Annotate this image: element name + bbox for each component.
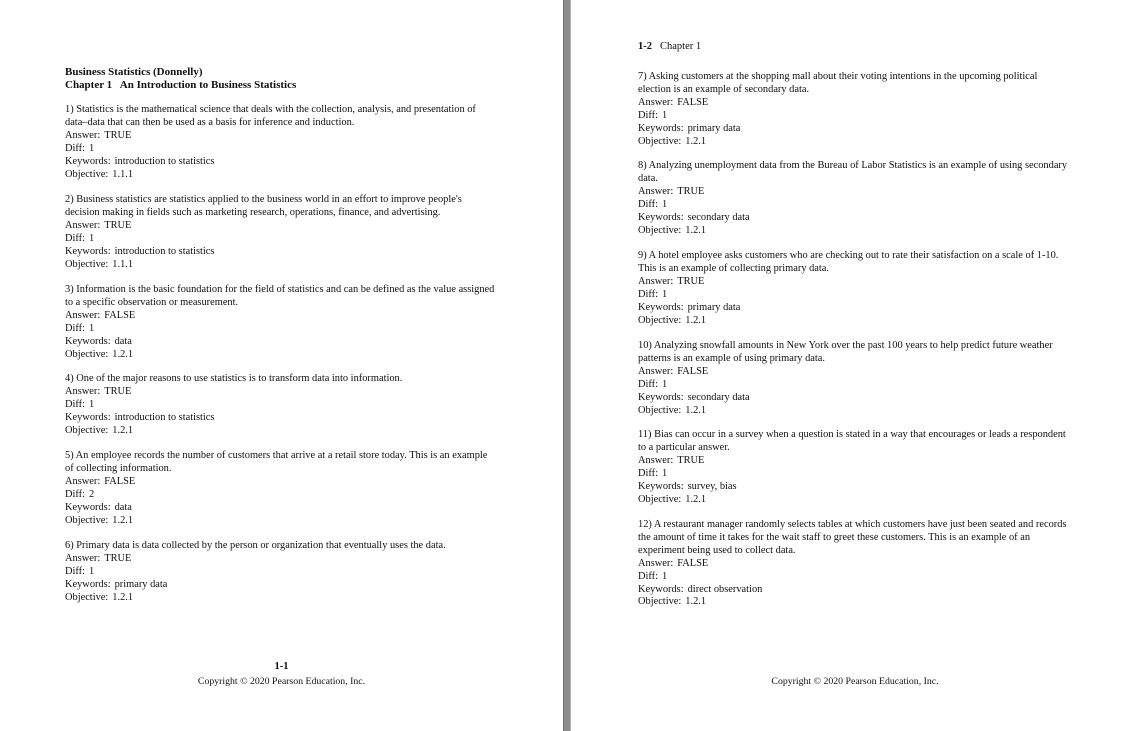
objective-line-label: Objective: (65, 591, 109, 603)
objective-line-value: 1.2.1 (685, 224, 707, 236)
objective-line-label: Objective: (638, 596, 682, 608)
keywords-line-label: Keywords: (638, 211, 684, 223)
difficulty-line-value: 1 (662, 467, 668, 479)
difficulty-line-value: 1 (662, 570, 668, 582)
chapter-title: Chapter 1 An Introduction to Business Statistics (65, 79, 297, 91)
keywords-line (65, 502, 495, 515)
objective-line-value: 1.2.1 (112, 348, 134, 360)
difficulty-line-value: 1 (89, 232, 95, 244)
question-block (65, 450, 495, 527)
difficulty-line-label: Diff: (65, 488, 86, 500)
objective-line (638, 225, 1070, 238)
answer-line (65, 130, 495, 143)
objective-line (638, 494, 1070, 507)
keywords-line-label: Keywords: (638, 480, 684, 492)
answer-line-value: TRUE (104, 552, 132, 564)
keywords-line (638, 212, 1070, 225)
difficulty-line-label: Diff: (638, 378, 659, 390)
answer-line-value: FALSE (104, 475, 136, 487)
difficulty-line-label: Diff: (638, 288, 659, 300)
answer-line-value: TRUE (104, 385, 132, 397)
answer-line (638, 276, 1070, 289)
difficulty-line-value: 1 (89, 565, 95, 577)
question-text: 7) Asking customers at the shopping mall about their voting intentions in the upcoming political election is an example of secondary data. (638, 71, 1038, 95)
keywords-line-value: secondary data (687, 211, 750, 223)
keywords-line-label: Keywords: (638, 583, 684, 595)
page-left (0, 0, 563, 731)
keywords-line-value: survey, bias (687, 480, 737, 492)
running-head-number: 1-2 (638, 41, 652, 52)
objective-line-value: 1.1.1 (112, 258, 134, 270)
answer-line-value: FALSE (677, 96, 709, 108)
answer-line-value: FALSE (677, 557, 709, 569)
question-block (638, 250, 1070, 327)
keywords-line-value: direct observation (687, 583, 763, 595)
question-block (65, 373, 495, 438)
running-head-title: Chapter 1 (660, 41, 702, 52)
question-block (638, 71, 1070, 148)
page-gutter (563, 0, 571, 731)
answer-line (638, 366, 1070, 379)
difficulty-line-value: 1 (662, 378, 668, 390)
keywords-line-label: Keywords: (65, 155, 111, 167)
keywords-line-label: Keywords: (638, 391, 684, 403)
objective-line-value: 1.2.1 (112, 424, 134, 436)
keywords-line-label: Keywords: (65, 411, 111, 423)
question-block (638, 519, 1070, 609)
objective-line (65, 425, 495, 438)
difficulty-line-value: 1 (662, 198, 668, 210)
objective-line-value: 1.2.1 (685, 596, 707, 608)
answer-line-label: Answer: (65, 219, 101, 231)
answer-line-label: Answer: (638, 96, 674, 108)
question-block (65, 104, 495, 181)
difficulty-line-value: 1 (89, 322, 95, 334)
answer-line (65, 310, 495, 323)
objective-line-label: Objective: (638, 224, 682, 236)
objective-line-label: Objective: (65, 168, 109, 180)
keywords-line-label: Keywords: (65, 578, 111, 590)
question-text: 5) An employee records the number of customers that arrive at a retail store today. This is an example of collecting information. (65, 450, 488, 474)
objective-line-label: Objective: (65, 348, 109, 360)
answer-line-value: FALSE (104, 309, 136, 321)
keywords-line (65, 579, 495, 592)
objective-line-value: 1.2.1 (685, 404, 707, 416)
difficulty-line-label: Diff: (65, 142, 86, 154)
objective-line (65, 349, 495, 362)
objective-line-value: 1.2.1 (112, 591, 134, 603)
difficulty-line-value: 2 (89, 488, 95, 500)
keywords-line-value: introduction to statistics (114, 155, 215, 167)
keywords-line-value: secondary data (687, 391, 750, 403)
difficulty-line-label: Diff: (638, 467, 659, 479)
keywords-line (638, 123, 1070, 136)
answer-line-label: Answer: (65, 475, 101, 487)
keywords-line-label: Keywords: (65, 335, 111, 347)
answer-line-label: Answer: (65, 552, 101, 564)
difficulty-line (65, 143, 495, 156)
answer-line (65, 386, 495, 399)
keywords-line (65, 336, 495, 349)
objective-line-value: 1.2.1 (112, 514, 134, 526)
keywords-line-value: primary data (687, 122, 741, 134)
page-right (571, 0, 1139, 731)
difficulty-line-label: Diff: (638, 570, 659, 582)
objective-line-label: Objective: (638, 493, 682, 505)
difficulty-line (638, 468, 1070, 481)
objective-line (65, 259, 495, 272)
document-header (65, 66, 296, 92)
answer-line-value: TRUE (677, 185, 705, 197)
answer-line-label: Answer: (638, 454, 674, 466)
keywords-line (65, 246, 495, 259)
answer-line-label: Answer: (65, 309, 101, 321)
difficulty-line-label: Diff: (65, 232, 86, 244)
objective-line (65, 515, 495, 528)
objective-line-value: 1.2.1 (685, 135, 707, 147)
objective-line-value: 1.2.1 (685, 314, 707, 326)
keywords-line-value: introduction to statistics (114, 411, 215, 423)
objective-line (638, 405, 1070, 418)
keywords-line-label: Keywords: (638, 122, 684, 134)
question-text: 6) Primary data is data collected by the person or organization that eventually uses the data. (65, 540, 446, 551)
question-text: 2) Business statistics are statistics applied to the business world in an effort to improve people's decision making in fields such as marketing research, operations, finance, and advertising. (65, 194, 462, 218)
keywords-line (65, 412, 495, 425)
objective-line-label: Objective: (65, 258, 109, 270)
keywords-line (638, 481, 1070, 494)
objective-line (65, 169, 495, 182)
objective-line-label: Objective: (638, 404, 682, 416)
difficulty-line (638, 289, 1070, 302)
answer-line-label: Answer: (638, 365, 674, 377)
question-text: 1) Statistics is the mathematical science that deals with the collection, analysis, and presentation of data–data that can then be used as a basis for inference and induction. (65, 104, 476, 128)
question-block (65, 284, 495, 361)
answer-line-value: TRUE (677, 454, 705, 466)
keywords-line-label: Keywords: (65, 245, 111, 257)
keywords-line-value: data (114, 501, 132, 513)
copyright-notice: Copyright © 2020 Pearson Education, Inc. (771, 676, 939, 687)
difficulty-line (638, 379, 1070, 392)
keywords-line-label: Keywords: (638, 301, 684, 313)
copyright-notice: Copyright © 2020 Pearson Education, Inc. (197, 676, 366, 687)
difficulty-line-value: 1 (662, 288, 668, 300)
question-block (638, 429, 1070, 506)
difficulty-line (65, 233, 495, 246)
objective-line-label: Objective: (65, 514, 109, 526)
answer-line-label: Answer: (65, 385, 101, 397)
keywords-line-value: data (114, 335, 132, 347)
difficulty-line-label: Diff: (65, 565, 86, 577)
answer-line-label: Answer: (638, 275, 674, 287)
difficulty-line (638, 199, 1070, 212)
answer-line-label: Answer: (638, 557, 674, 569)
question-text: 3) Information is the basic foundation for the field of statistics and can be defined as the value assigned to a specific observation or measurement. (65, 284, 495, 308)
keywords-line (65, 156, 495, 169)
difficulty-line-label: Diff: (638, 109, 659, 121)
keywords-line-value: introduction to statistics (114, 245, 215, 257)
objective-line (65, 592, 495, 605)
question-text: 12) A restaurant manager randomly selects tables at which customers have just been seated and records the amount of time it takes for the wait staff to greet these customers. This is an example of an experiment being used to collect data. (638, 519, 1067, 556)
question-text: 4) One of the major reasons to use statistics is to transform data into information. (65, 373, 403, 384)
answer-line (65, 220, 495, 233)
difficulty-line (65, 399, 495, 412)
keywords-line (638, 584, 1070, 597)
question-block (638, 160, 1070, 237)
answer-line-label: Answer: (638, 185, 674, 197)
difficulty-line-label: Diff: (65, 398, 86, 410)
objective-line-label: Objective: (638, 314, 682, 326)
difficulty-line (65, 323, 495, 336)
keywords-line-value: primary data (687, 301, 741, 313)
objective-line (638, 136, 1070, 149)
question-text: 8) Analyzing unemployment data from the Bureau of Labor Statistics is an example of using secondary data. (638, 160, 1068, 184)
objective-line (638, 596, 1070, 609)
difficulty-line-value: 1 (662, 109, 668, 121)
keywords-line (638, 302, 1070, 315)
question-text: 10) Analyzing snowfall amounts in New York over the past 100 years to help predict future weather patterns is an example of using primary data. (638, 340, 1053, 364)
difficulty-line-value: 1 (89, 142, 95, 154)
difficulty-line (65, 489, 495, 502)
question-block (65, 540, 495, 605)
keywords-line (638, 392, 1070, 405)
answer-line-value: TRUE (677, 275, 705, 287)
answer-line-value: TRUE (104, 219, 132, 231)
answer-line-value: FALSE (677, 365, 709, 377)
answer-line (65, 553, 495, 566)
answer-line (638, 558, 1070, 571)
book-title: Business Statistics (Donnelly) (65, 66, 203, 78)
answer-line (638, 455, 1070, 468)
difficulty-line-label: Diff: (638, 198, 659, 210)
question-block (65, 194, 495, 271)
objective-line-value: 1.1.1 (112, 168, 134, 180)
page-number: 1-1 (274, 661, 289, 672)
running-head (638, 41, 701, 52)
answer-line (638, 97, 1070, 110)
difficulty-line-value: 1 (89, 398, 95, 410)
objective-line-value: 1.2.1 (685, 493, 707, 505)
question-text: 9) A hotel employee asks customers who are checking out to rate their satisfaction on a scale of 1-10. This is an example of collecting primary data. (638, 250, 1059, 274)
answer-line (65, 476, 495, 489)
answer-line-value: TRUE (104, 129, 132, 141)
answer-line (638, 186, 1070, 199)
difficulty-line (638, 571, 1070, 584)
answer-line-label: Answer: (65, 129, 101, 141)
question-block (638, 340, 1070, 417)
keywords-line-value: primary data (114, 578, 168, 590)
objective-line (638, 315, 1070, 328)
objective-line-label: Objective: (65, 424, 109, 436)
keywords-line-label: Keywords: (65, 501, 111, 513)
difficulty-line (638, 110, 1070, 123)
question-text: 11) Bias can occur in a survey when a question is stated in a way that encourages or leads a respondent to a particular answer. (638, 429, 1066, 453)
difficulty-line (65, 566, 495, 579)
objective-line-label: Objective: (638, 135, 682, 147)
difficulty-line-label: Diff: (65, 322, 86, 334)
